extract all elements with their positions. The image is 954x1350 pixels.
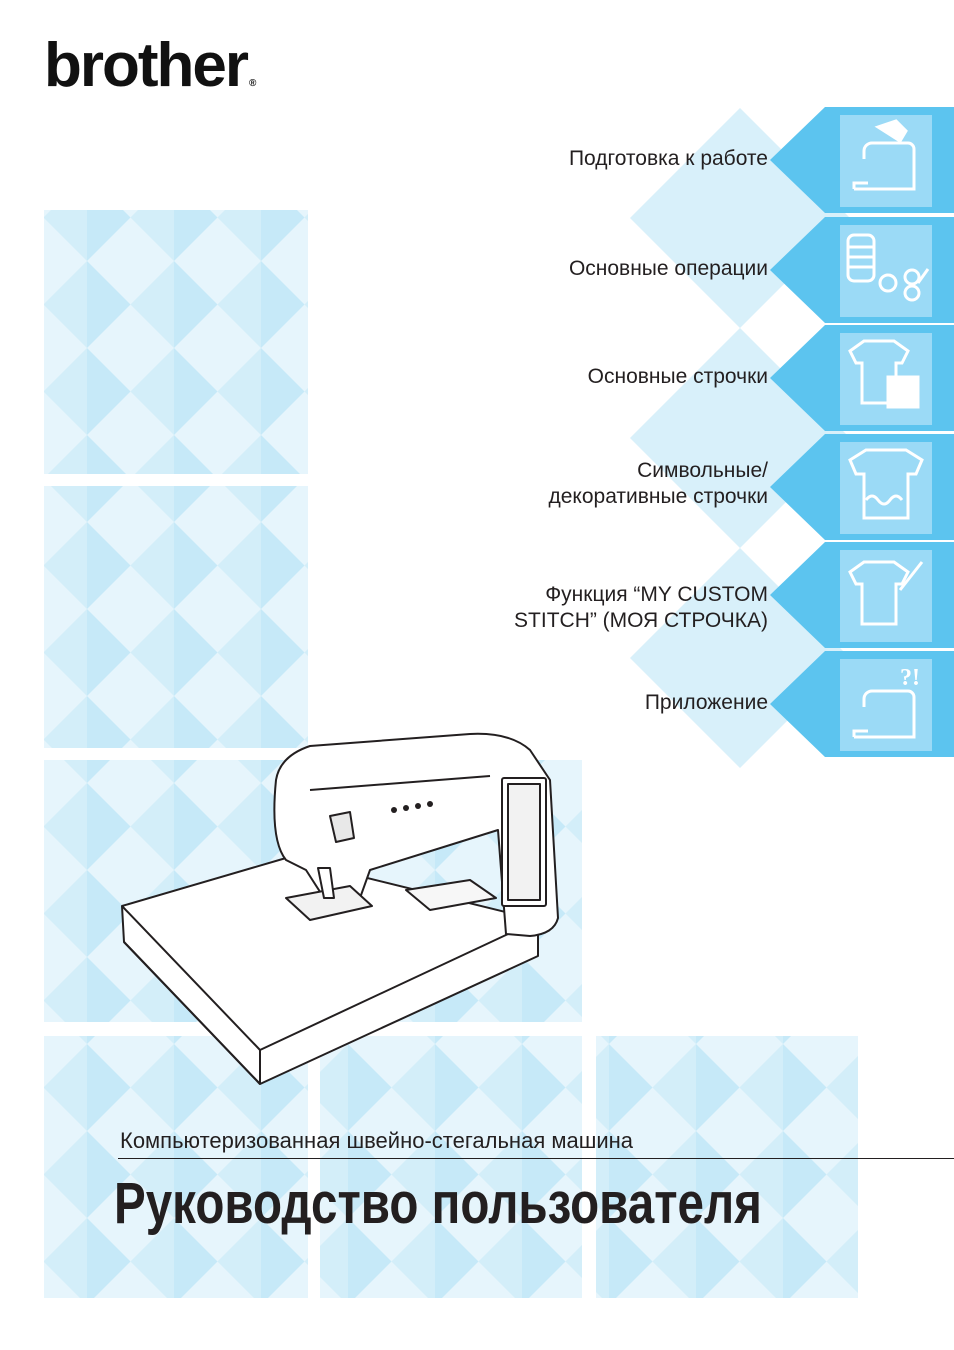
section-label-basic-operations: Основные операции bbox=[568, 257, 768, 280]
registered-mark: ® bbox=[249, 78, 257, 89]
section-label-preparation: Подготовка к работе bbox=[568, 147, 768, 170]
sewing-machine-illustration bbox=[110, 720, 570, 1100]
section-tab-basic-operations[interactable] bbox=[770, 217, 954, 323]
page-title: Руководство пользователя bbox=[114, 1171, 762, 1236]
section-label-decorative-stitches: Символьные/ декоративные строчки bbox=[548, 459, 768, 508]
section-tab-basic-stitches[interactable] bbox=[770, 325, 954, 431]
section-tab-decorative-stitches[interactable] bbox=[770, 434, 954, 540]
section-label-my-custom-stitch: Функция “MY CUSTOM STITCH” (МОЯ СТРОЧКА) bbox=[514, 583, 768, 632]
section-tab-appendix[interactable] bbox=[770, 651, 954, 757]
brand-name: brother bbox=[44, 31, 247, 100]
svg-text:?!: ?! bbox=[900, 665, 920, 691]
section-label-appendix: Приложение bbox=[644, 691, 768, 714]
brother-logo bbox=[44, 30, 256, 101]
section-tab-preparation[interactable] bbox=[770, 107, 954, 213]
title-divider bbox=[118, 1158, 954, 1159]
product-subtitle: Компьютеризованная швейно-стегальная машина bbox=[120, 1128, 634, 1153]
section-label-basic-stitches: Основные строчки bbox=[587, 365, 768, 388]
section-tab-my-custom-stitch[interactable] bbox=[770, 542, 954, 648]
